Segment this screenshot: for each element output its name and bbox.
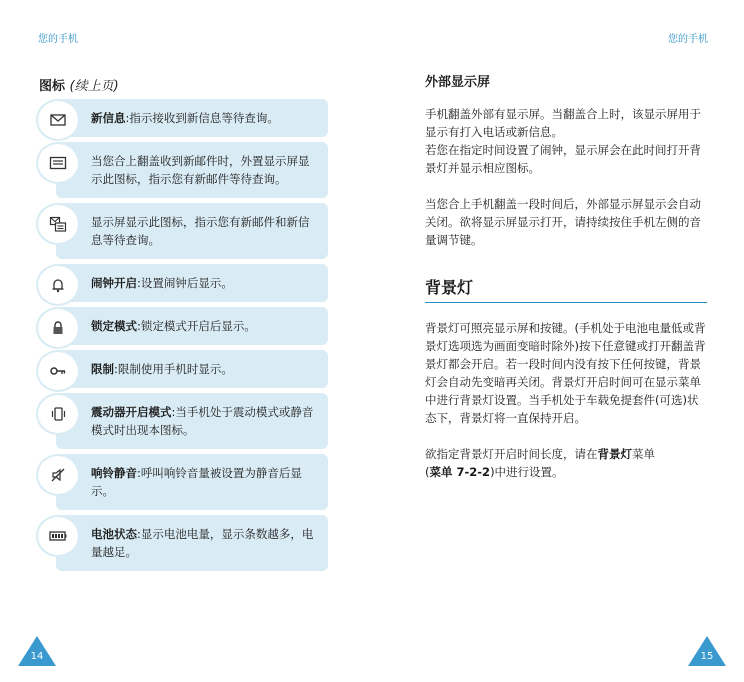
bl-p2-open: (	[425, 465, 430, 479]
section-title-main: 图标	[39, 79, 66, 94]
row-bold: 新信息	[91, 111, 126, 125]
battery-icon	[38, 517, 78, 555]
row-text	[91, 99, 328, 137]
row-desc: :当手机处于震动模式或静音模式时出现本图标。	[91, 405, 314, 437]
row-desc: :呼叫响铃音量被设置为静音后显示。	[91, 466, 302, 498]
icon-row-lock	[38, 307, 328, 345]
row-text	[91, 393, 328, 449]
page-number-right	[688, 636, 726, 666]
lock-icon	[38, 309, 78, 347]
row-desc: :显示电池电量，显示条数越多，电量越足。	[91, 527, 314, 559]
row-text	[91, 454, 328, 510]
backlight-heading: 背景灯	[425, 279, 707, 303]
page-number-left	[18, 636, 56, 666]
external-display-heading: 外部显示屏	[425, 75, 491, 90]
bl-p2-menu: 菜单 7-2-2	[429, 465, 491, 479]
row-bold: 锁定模式	[91, 319, 137, 333]
running-head-right: 您的手机	[668, 34, 708, 45]
icon-row-alarm	[38, 264, 328, 302]
row-text	[91, 203, 328, 259]
page-number-right-text: 15	[700, 651, 714, 662]
running-head-left: 您的手机	[38, 34, 78, 45]
icon-row-restrict	[38, 350, 328, 388]
row-desc: 显示屏显示此图标，指示您有新邮件和新信息等待查询。	[91, 215, 310, 247]
vibrate-icon	[38, 395, 78, 433]
page-number-left-text: 14	[30, 651, 44, 662]
row-bold: 响铃静音	[91, 466, 137, 480]
row-bold: 限制	[91, 362, 114, 376]
row-text	[91, 264, 328, 302]
section-title	[39, 75, 119, 94]
row-text	[91, 307, 328, 345]
bl-p2-pre: 欲指定背景灯开启时间长度，请在	[425, 447, 598, 461]
icon-row-new-mail-closed	[38, 142, 328, 198]
icon-row-mute	[38, 454, 328, 510]
key-icon	[38, 352, 78, 390]
bl-p2-bold: 背景灯	[597, 447, 632, 461]
bl-p2-end: )中进行设置。	[490, 465, 564, 479]
icon-list	[38, 99, 328, 576]
paragraph-gap	[425, 427, 707, 445]
icon-row-battery	[38, 515, 328, 571]
icon-row-vibrate	[38, 393, 328, 449]
right-column	[425, 74, 707, 481]
row-desc: :限制使用手机时显示。	[114, 362, 233, 376]
alarm-bell-icon	[38, 266, 78, 304]
row-text	[91, 515, 328, 571]
row-desc: 当您合上翻盖收到新邮件时，外置显示屏显示此图标，指示您有新邮件等待查询。	[91, 154, 310, 186]
backlight-para-2	[425, 445, 707, 481]
row-desc: :设置闹钟后显示。	[137, 276, 233, 290]
paragraph-gap	[425, 177, 707, 195]
row-desc: :锁定模式开启后显示。	[137, 319, 256, 333]
row-bold: 闹钟开启	[91, 276, 137, 290]
bl-p2-mid: 菜单	[632, 447, 655, 461]
backlight-para-1: 背景灯可照亮显示屏和按键。(手机处于电池电量低或背景灯选项选为画面变暗时除外)按下任意键或打开翻盖背景灯都会开启。若一段时间内没有按下任何按键，背景灯会自动先变暗再关闭。背景灯开启时间可在显示菜单中进行背景灯设置。当手机处于车载免提套件(可选)状态下，背景灯将一直保持开启。	[425, 321, 706, 425]
external-display-para-2: 当您合上手机翻盖一段时间后，外部显示屏显示会自动关闭。欲将显示屏显示打开，请持续按住手机左侧的音量调节键。	[425, 197, 701, 247]
external-display-para-1a: 手机翻盖外部有显示屏。当翻盖合上时，该显示屏用于显示有打入电话或新信息。	[425, 107, 701, 139]
icon-row-new-message	[38, 99, 328, 137]
mute-icon	[38, 456, 78, 494]
mail-card-icon	[38, 144, 78, 182]
row-text	[91, 350, 328, 388]
row-bold: 电池状态	[91, 527, 137, 541]
row-text	[91, 142, 328, 198]
icon-row-mail-and-message	[38, 203, 328, 259]
message-mail-icon	[38, 205, 78, 243]
envelope-icon	[38, 101, 78, 139]
row-desc: :指示接收到新信息等待查询。	[125, 111, 279, 125]
external-display-para-1b: 若您在指定时间设置了闹钟，显示屏会在此时间打开背景灯并显示相应图标。	[425, 143, 701, 175]
row-bold: 震动器开启模式	[91, 405, 172, 419]
section-title-sub: (续上页)	[69, 79, 119, 94]
